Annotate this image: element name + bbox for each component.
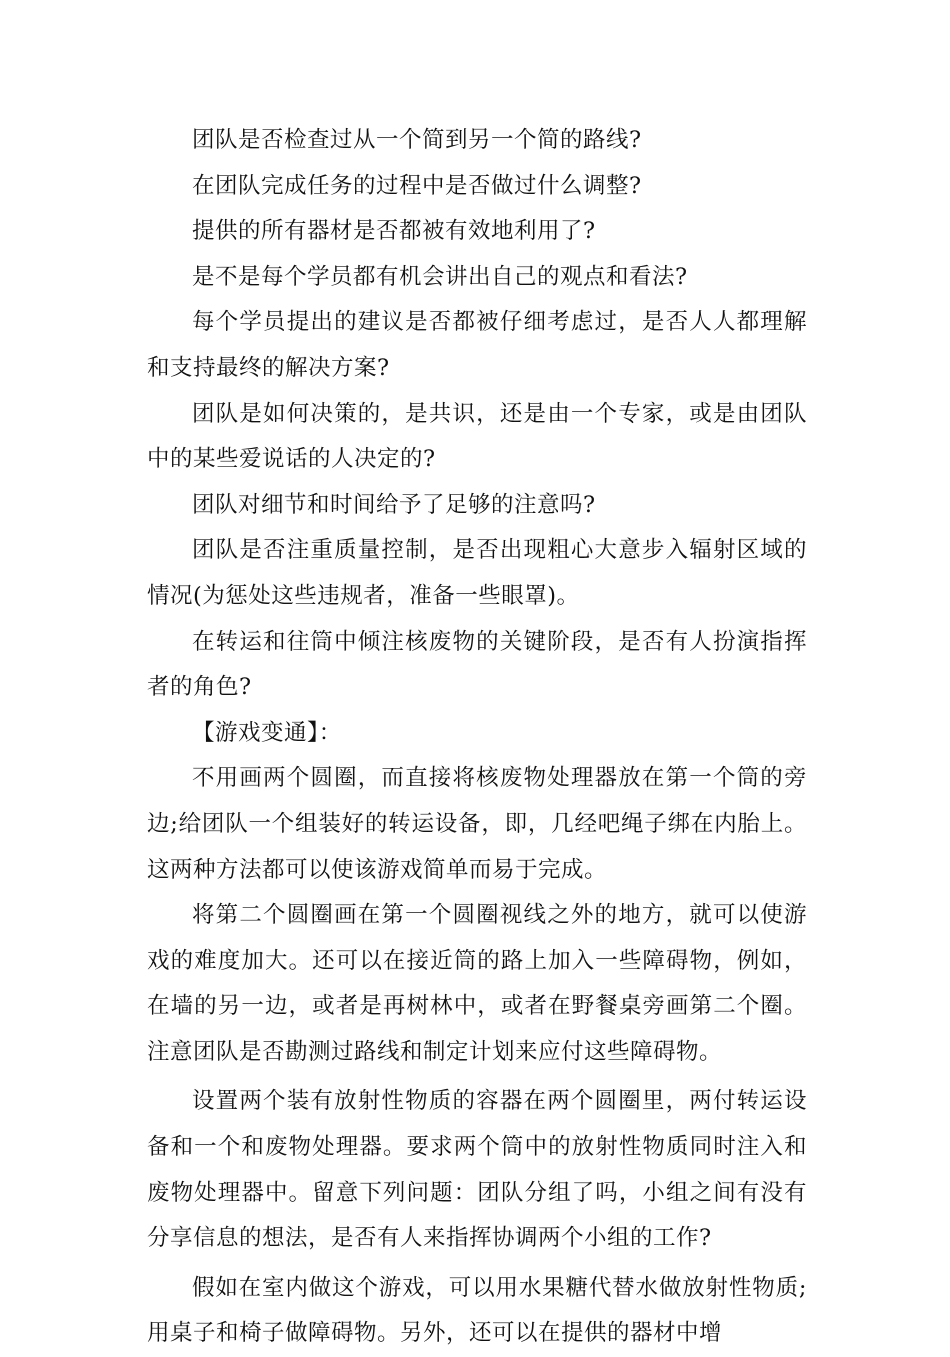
paragraph-variation-simplify: 不用画两个圆圈，而直接将核废物处理器放在第一个筒的旁边;给团队一个组装好的转运设备，即，几经吧绳子绑在内胎上。这两种方法都可以使该游戏简单而易于完成。 [147, 765, 807, 883]
paragraph-quality-control: 团队是否注重质量控制，是否出现粗心大意步入辐射区域的情况(为惩处这些违规者，准备一些眼罩)。 [147, 537, 807, 609]
paragraph-variation-two-containers: 设置两个装有放射性物质的容器在两个圆圈里，两付转运设备和一个和废物处理器。要求两个筒中的放射性物质同时注入和废物处理器中。留意下列问题：团队分组了吗，小组之间有没有分享信息的想法，是否有人来指挥协调两个小组的工作? [147, 1088, 807, 1252]
section-heading-variations: 【游戏变通】： [192, 719, 342, 746]
paragraph-equipment-use: 提供的所有器材是否都被有效地利用了? [192, 218, 596, 245]
paragraph-adjustments: 在团队完成任务的过程中是否做过什么调整? [192, 172, 642, 199]
paragraph-details-time: 团队对细节和时间给予了足够的注意吗? [192, 491, 596, 518]
paragraph-opinions: 是不是每个学员都有机会讲出自己的观点和看法? [192, 263, 688, 290]
paragraph-variation-harder: 将第二个圆圈画在第一个圆圈视线之外的地方，就可以使游戏的难度加大。还可以在接近筒的路上加入一些障碍物，例如，在墙的另一边，或者是再树林中，或者在野餐桌旁画第二个圈。注意团队是否勘测过路线和制定计划来应付这些障碍物。 [147, 902, 807, 1065]
paragraph-route-check: 团队是否检查过从一个简到另一个简的路线? [192, 127, 642, 153]
paragraph-variation-indoor: 假如在室内做这个游戏，可以用水果糖代替水做放射性物质;用桌子和椅子做障碍物。另外，还可以在提供的器材中增 [147, 1274, 807, 1347]
paragraph-suggestions: 每个学员提出的建议是否都被仔细考虑过，是否人人都理解和支持最终的解决方案? [147, 309, 807, 381]
paragraph-commander-role: 在转运和往筒中倾注核废物的关键阶段，是否有人扮演指挥者的角色? [147, 628, 807, 701]
document-body [147, 118, 807, 1357]
paragraph-decision-making: 团队是如何决策的，是共识，还是由一个专家，或是由团队中的某些爱说话的人决定的? [147, 400, 807, 473]
